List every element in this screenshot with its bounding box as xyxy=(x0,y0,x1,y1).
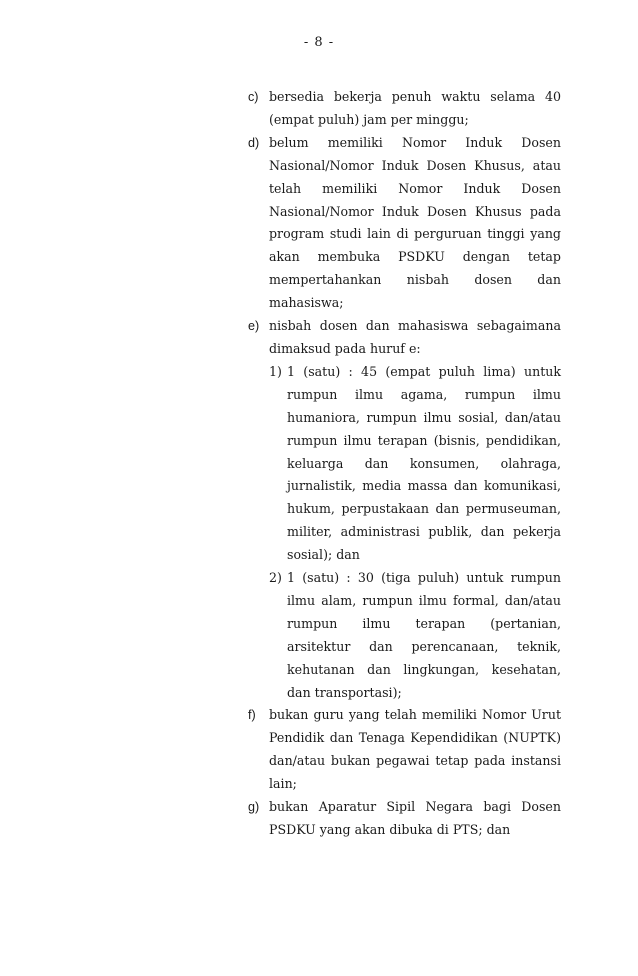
document-body xyxy=(248,86,561,842)
list-marker: d) xyxy=(248,135,260,150)
sub-item-marker: 1) xyxy=(269,363,282,379)
list-item-text: bersedia bekerja penuh waktu selama 40 (empat puluh) jam per minggu; xyxy=(269,89,561,127)
sub-item-text: 1 (satu) : 30 (tiga puluh) untuk rumpun ilmu alam, rumpun ilmu formal, dan/atau rumpun ilmu terapan (pertanian, arsitektur dan perencanaan, teknik, kehutanan dan lingkungan, kesehatan, dan transportasi); xyxy=(287,570,561,700)
list-item-text: belum memiliki Nomor Induk Dosen Nasional/Nomor Induk Dosen Khusus, atau telah memiliki Nomor Induk Dosen Nasional/Nomor Induk Dosen Khusus pada program studi lain di perguruan tinggi yang akan membuka PSDKU dengan tetap mempertahankan nisbah dosen dan mahasiswa; xyxy=(269,134,561,311)
sub-item-1 xyxy=(269,361,561,567)
list-item-f xyxy=(248,704,561,796)
list-item-text: nisbah dosen dan mahasiswa sebagaimana dimaksud pada huruf e: xyxy=(269,318,561,356)
sub-item-marker: 2) xyxy=(269,570,282,586)
list-item-e xyxy=(248,315,561,704)
list-marker: c) xyxy=(248,90,259,104)
sub-item-text: 1 (satu) : 45 (empat puluh lima) untuk rumpun ilmu agama, rumpun ilmu humaniora, rumpun ilmu sosial, dan/atau rumpun ilmu terapan (bisnis, pendidikan, keluarga dan konsumen, olahraga, jurnalistik, media massa dan komunikasi, hukum, perpustakaan dan permuseuman, militer, administrasi publik, dan pekerja sosial); dan xyxy=(287,363,561,563)
sub-item-2 xyxy=(269,567,561,704)
list-item-text: bukan Aparatur Sipil Negara bagi Dosen PSDKU yang akan dibuka di PTS; dan xyxy=(269,799,561,837)
list-item-text: bukan guru yang telah memiliki Nomor Urut Pendidik dan Tenaga Kependidikan (NUPTK) dan/atau bukan pegawai tetap pada instansi lain; xyxy=(269,707,561,792)
list-marker: f) xyxy=(248,708,256,723)
list-item-d xyxy=(248,132,561,315)
list-marker: g) xyxy=(248,800,260,815)
page-number: - 8 - xyxy=(303,35,335,50)
list-item-c xyxy=(248,86,561,132)
list-marker: e) xyxy=(248,319,260,334)
list-item-g xyxy=(248,796,561,842)
